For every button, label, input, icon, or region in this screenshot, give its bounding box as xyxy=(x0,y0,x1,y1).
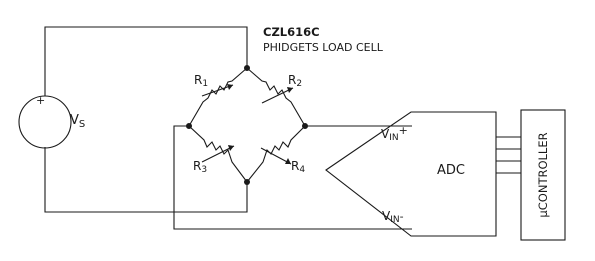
vin-minus-wire xyxy=(174,126,412,229)
source-bottom-wire xyxy=(45,147,247,212)
load-cell-description: PHIDGETS LOAD CELL xyxy=(263,41,383,54)
part-number-title: CZL616C xyxy=(263,25,320,39)
adc-label: ADC xyxy=(437,163,465,178)
vin-minus-label: VIN- xyxy=(382,209,404,225)
source-plus-sign: + xyxy=(36,94,46,107)
data-bus xyxy=(496,137,521,173)
vs-label: $V_S$ xyxy=(70,113,86,130)
variable-resistor-arrows xyxy=(202,84,293,164)
vin-plus-label: VIN+ xyxy=(381,124,408,143)
r3-label: R3 xyxy=(193,159,208,175)
node-bottom xyxy=(244,179,250,185)
resistor-r4 xyxy=(247,126,305,182)
adc-outline xyxy=(326,112,496,236)
node-top xyxy=(244,65,250,71)
r2-label: R2 xyxy=(288,73,303,89)
r1-label: R1 xyxy=(194,73,209,89)
r4-label: R4 xyxy=(291,159,306,175)
adc-block xyxy=(326,112,496,236)
source-top-wire xyxy=(45,27,247,96)
microcontroller-label: μCONTROLLER xyxy=(536,132,550,218)
voltage-source xyxy=(19,94,85,148)
microcontroller-block xyxy=(521,110,565,240)
